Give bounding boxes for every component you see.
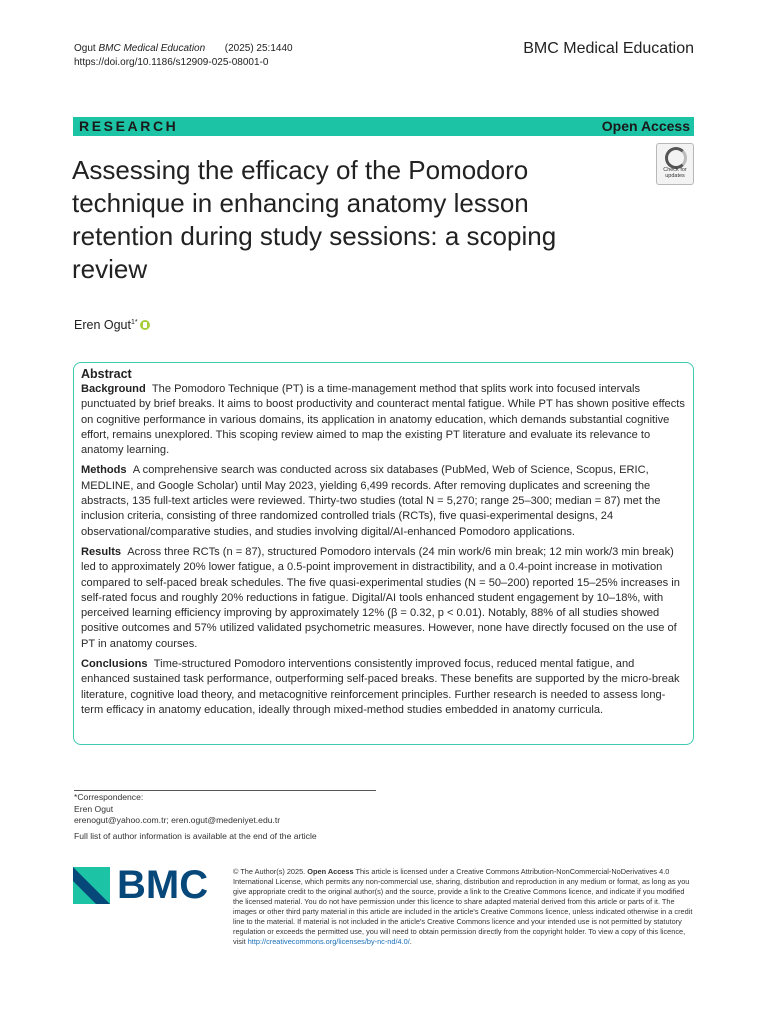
article-title: Assessing the efficacy of the Pomodoro technique in enhancing anatomy lesson retention during study sessions: a scoping review [72,155,557,284]
author-info-note: Full list of author information is available at the end of the article [74,831,317,841]
abstract-conclusions [81,657,686,718]
section-text: Across three RCTs (n = 87), structured Pomodoro intervals (24 min work/6 min break; 12 min work/3 min break) led to approximately 20% lower fatigue, a 0.5-point improvement in distractibility, and a 0.4-point increase in motivation compared to self-paced break schedules. The five quasi-experimental studies (N = 50–200) reported 15–25% increases in self-rated focus and roughly 20% reductions in fatigue. Digital/AI tools enhanced student engagement by 10–18%, with perceived learning efficiency improving by approximately 12% (β = 0.32, p < 0.01). Notably, 88% of all studies showed positive outcomes and 57% utilized validated psychometric measures. However, none have directly focused on the use of PT in anatomy courses. [81,545,680,650]
abstract-box [73,362,694,745]
correspondence-label: *Correspondence: [74,792,144,802]
correspondence-emails[interactable]: erenogut@yahoo.com.tr; eren.ogut@medeniyet.edu.tr [74,815,281,826]
section-text: Time-structured Pomodoro interventions consistently improved focus, reduced mental fatigue, and enhanced sustained task performance, outperforming self-paced breaks. These benefits are supported by the micro-break literature, cognitive load theory, and metacognitive reinforcement principles. Further research is needed to assess long-term efficacy in anatomy education, ideally through mixed-method studies embedded in anatomy curricula. [81,658,680,716]
open-access-label: Open Access [601,118,690,134]
license-link[interactable]: http://creativecommons.org/licenses/by-nc-nd/4.0/ [247,937,410,946]
section-label: Methods [81,464,127,477]
author-name[interactable]: Eren Ogut [74,318,131,332]
check-for-updates-badge[interactable] [656,143,694,185]
abstract-methods [81,463,686,539]
article-type-label: RESEARCH [79,118,179,134]
section-label: Background [81,383,146,395]
abstract-results [81,545,686,652]
section-label: Results [81,545,122,558]
article-type-banner [73,117,694,136]
running-header [74,42,293,70]
update-icon [665,147,687,169]
correspondence-block [74,792,280,827]
license-text: This article is licensed under a Creative Commons Attribution-NonCommercial-NoDerivatives 4.0 International License, which permits any non-commercial use, sharing, distribution and reproduction in any medium or format, as long as you give appropriate credit to the original author(s) and the source, provide a link to the Creative Commons licence, and indicate if you modified the licensed material. You do not have permission under this licence to share adapted material derived from this article or parts of it. The images or other third party material in this article are included in the article's Creative Commons licence, unless indicated otherwise in a credit line to the material. If material is not included in the article's Creative Commons licence and your intended use is not permitted by statutory regulation or exceeds the permitted use, you will need to obtain permission directly from the copyright holder. To view a copy of this licence, visit [233,867,693,946]
header-author: Ogut [74,43,96,54]
correspondence-name: Eren Ogut [74,803,114,814]
doi-link[interactable]: https://doi.org/10.1186/s12909-025-08001-0 [74,57,269,68]
license-open-access: Open Access [307,867,354,876]
section-text: The Pomodoro Technique (PT) is a time-management method that splits work into focused intervals punctuated by brief breaks. It aims to boost productivity and counteract mental fatigue. While PT has shown positive effects on cognitive performance in various domains, its application in anatomy education, which demands substantial cognitive effort, remains unexplored. This scoping review aimed to map the existing PT literature and evaluate its relevance to anatomy learning. [81,383,685,457]
license-end: . [409,937,412,946]
license-copyright: © The Author(s) 2025. [233,867,306,876]
orcid-icon[interactable] [140,320,150,330]
footnote-divider [74,790,376,791]
abstract-background [81,382,686,458]
abstract-heading: Abstract [81,367,132,381]
author-line [74,318,150,332]
bmc-logo-text: BMC [117,863,209,907]
section-text: A comprehensive search was conducted across six databases (PubMed, Web of Science, Scopus, ERIC, MEDLINE, and Google Scholar) until May 2023, yielding 6,499 records. After removing duplicates and screening the abstracts, 135 full-text articles were reviewed. Thirty-two studies (total N = 5,270; range 25–300; median = 87) met the inclusion criteria, consisting of three randomized controlled trials (RCTs), five quasi-experimental designs, 24 observational/comparative studies, and studies involving digital/AI-enhanced Pomodoro applications. [81,464,661,538]
header-citation: (2025) 25:1440 [224,43,293,54]
header-journal: BMC Medical Education [98,43,206,54]
journal-name: BMC Medical Education [523,40,694,57]
section-label: Conclusions [81,658,148,671]
license-statement [233,867,694,947]
bmc-logo-mark-icon [73,867,110,904]
bmc-logo [73,863,213,907]
author-affiliation-mark: 1* [130,318,138,326]
check-for-updates-text: Check for updates [663,167,687,179]
